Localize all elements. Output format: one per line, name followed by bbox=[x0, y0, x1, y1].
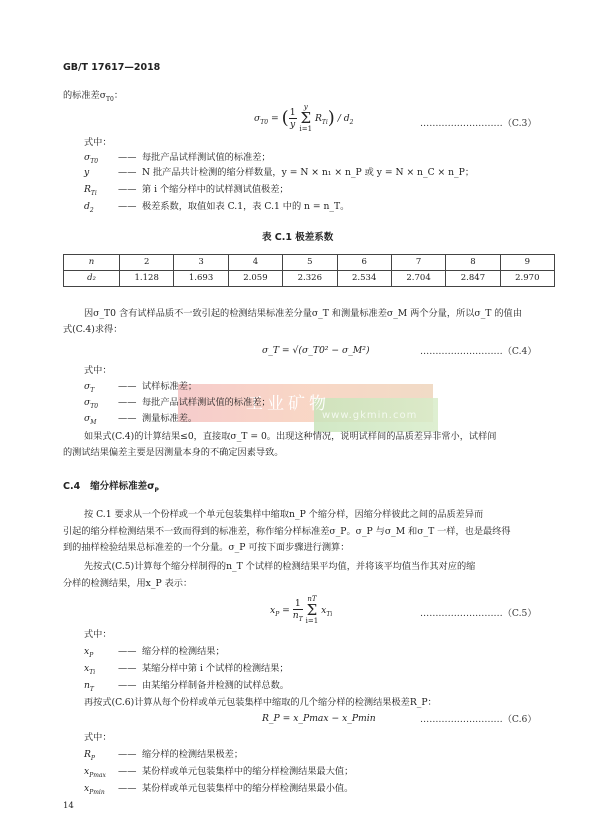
where-item: $\sigma_{T0}$ —— 每批产品试样测试值的标准差； bbox=[84, 397, 271, 410]
table-row bbox=[64, 271, 555, 287]
where-item: $x_{Pmin}$ —— 某份样或单元包装集样中的缩分样检测结果最小值。 bbox=[84, 783, 354, 796]
where-item: y —— N 批产品共计检测的缩分样数量，y = N × n₁ × n_P 或 y = N × n_C × n_P； bbox=[84, 167, 475, 178]
paragraph-line: 到的抽样检验结果总标准差的一个分量。σ_P 可按下面步骤进行测算： bbox=[63, 542, 350, 553]
table-cell: 5 bbox=[283, 255, 337, 271]
where-item: $x_{Pmax}$ —— 某份样或单元包装集样中的缩分样检测结果最大值； bbox=[84, 766, 354, 779]
where-item: $x_{Ti}$ —— 某缩分样中第 i 个试样的检测结果； bbox=[84, 663, 289, 676]
paragraph-line: 如果式(C.4)的计算结果≤0，直接取σ_T = 0。出现这种情况，说明试样间的品质差异非常小，试样间 bbox=[84, 431, 497, 442]
where-item: $R_{Ti}$ —— 第 i 个缩分样中的试样测试值极差； bbox=[84, 184, 289, 197]
table-cell: 1.128 bbox=[120, 271, 174, 287]
paragraph-line: 分样的检测结果，用x_P 表示： bbox=[63, 578, 193, 589]
paragraph-line: 先按式(C.5)计算每个缩分样制得的n_T 个试样的检测结果平均值，并将该平均值当作其对应的缩 bbox=[84, 561, 476, 572]
equation-c6: R_P = x_Pmax − x_Pmin bbox=[262, 713, 376, 724]
equation-c5-number: ………………………（C.5） bbox=[420, 608, 537, 619]
standard-id: GB/T 17617—2018 bbox=[63, 62, 161, 73]
table-cell: d₂ bbox=[64, 271, 120, 287]
table-cell: 4 bbox=[228, 255, 282, 271]
table-cell: 7 bbox=[391, 255, 445, 271]
table-cell: 2.847 bbox=[446, 271, 500, 287]
table-cell: 2.059 bbox=[228, 271, 282, 287]
where-label-2: 式中： bbox=[84, 365, 112, 376]
table-row bbox=[64, 255, 555, 271]
table-cell: 2.970 bbox=[500, 271, 554, 287]
paragraph-line: 引起的缩分样检测结果不一致而得到的标准差，称作缩分样标准差σ_P。σ_P 与σ_M 和σ_T 一样，也是最终得 bbox=[63, 526, 511, 537]
where-item: $d_2$ —— 极差系数，取值如表 C.1，表 C.1 中的 n = n_T。 bbox=[84, 201, 350, 214]
where-label-1: 式中： bbox=[84, 137, 112, 148]
equation-c6-number: ………………………（C.6） bbox=[420, 714, 537, 725]
table-title: 表 C.1 极差系数 bbox=[262, 232, 334, 243]
where-item: $n_T$ —— 由某缩分样制备并检测的试样总数。 bbox=[84, 680, 289, 693]
watermark-text: 工业矿物 bbox=[246, 394, 330, 414]
page-number: 14 bbox=[63, 801, 74, 811]
table-cell: 3 bbox=[174, 255, 228, 271]
paragraph-line: 因σ_T0 含有试样品质不一致引起的检测结果标准差分量σ_T 和测量标准差σ_M 两个分量，所以σ_T 的值由 bbox=[84, 308, 522, 319]
paragraph-line: 的测试结果偏差主要是因测量本身的不确定因素导致。 bbox=[63, 447, 284, 458]
where-label-4: 式中： bbox=[84, 732, 112, 743]
table-cell: 2.704 bbox=[391, 271, 445, 287]
where-item: $\sigma_{T0}$ —— 每批产品试样测试值的标准差； bbox=[84, 152, 271, 165]
equation-c5: $x_P$ = $\frac{1}{n_T}$ nT Σ i=1 $x_{Ti}$ bbox=[270, 595, 333, 625]
equation-c3: $\sigma_{T0}$ = ( $\frac{1}{y}$ y Σ i=1 $R_{Ti}) / d_2$ bbox=[254, 103, 354, 133]
equation-c4-number: ………………………（C.4） bbox=[420, 346, 537, 357]
table-cell: 9 bbox=[500, 255, 554, 271]
table-cell: 1.693 bbox=[174, 271, 228, 287]
table-cell: n bbox=[64, 255, 120, 271]
watermark-url: www.gkmin.com bbox=[322, 410, 418, 421]
where-item: $x_P$ —— 缩分样的检测结果； bbox=[84, 646, 225, 659]
table-c1 bbox=[63, 254, 555, 287]
paragraph-line: 式(C.4)求得： bbox=[63, 324, 123, 335]
where-label-3: 式中： bbox=[84, 629, 112, 640]
paragraph-line: 按 C.1 要求从一个份样或一个单元包装集样中缩取n_P 个缩分样，因缩分样彼此之间的品质差异而 bbox=[84, 509, 484, 520]
table-cell: 8 bbox=[446, 255, 500, 271]
intro-line: 的标准差$\sigma_{T0}$： bbox=[63, 90, 124, 103]
where-item: $R_P$ —— 缩分样的检测结果极差； bbox=[84, 749, 244, 762]
equation-c4: σ_T = √(σ_T0² − σ_M²) bbox=[262, 345, 370, 356]
equation-c3-number: ………………………（C.3） bbox=[420, 118, 537, 129]
paragraph-line: 再按式(C.6)计算从每个份样或单元包装集样中缩取的几个缩分样的检测结果极差R_P： bbox=[84, 697, 437, 708]
where-item: $\sigma_M$ —— 测量标准差。 bbox=[84, 413, 198, 426]
section-heading: C.4 缩分样标准差$\sigma_P$ bbox=[63, 481, 159, 494]
table-cell: 2 bbox=[120, 255, 174, 271]
table-cell: 2.534 bbox=[337, 271, 391, 287]
where-item: $\sigma_T$ —— 试样标准差； bbox=[84, 381, 198, 394]
table-cell: 6 bbox=[337, 255, 391, 271]
table-cell: 2.326 bbox=[283, 271, 337, 287]
